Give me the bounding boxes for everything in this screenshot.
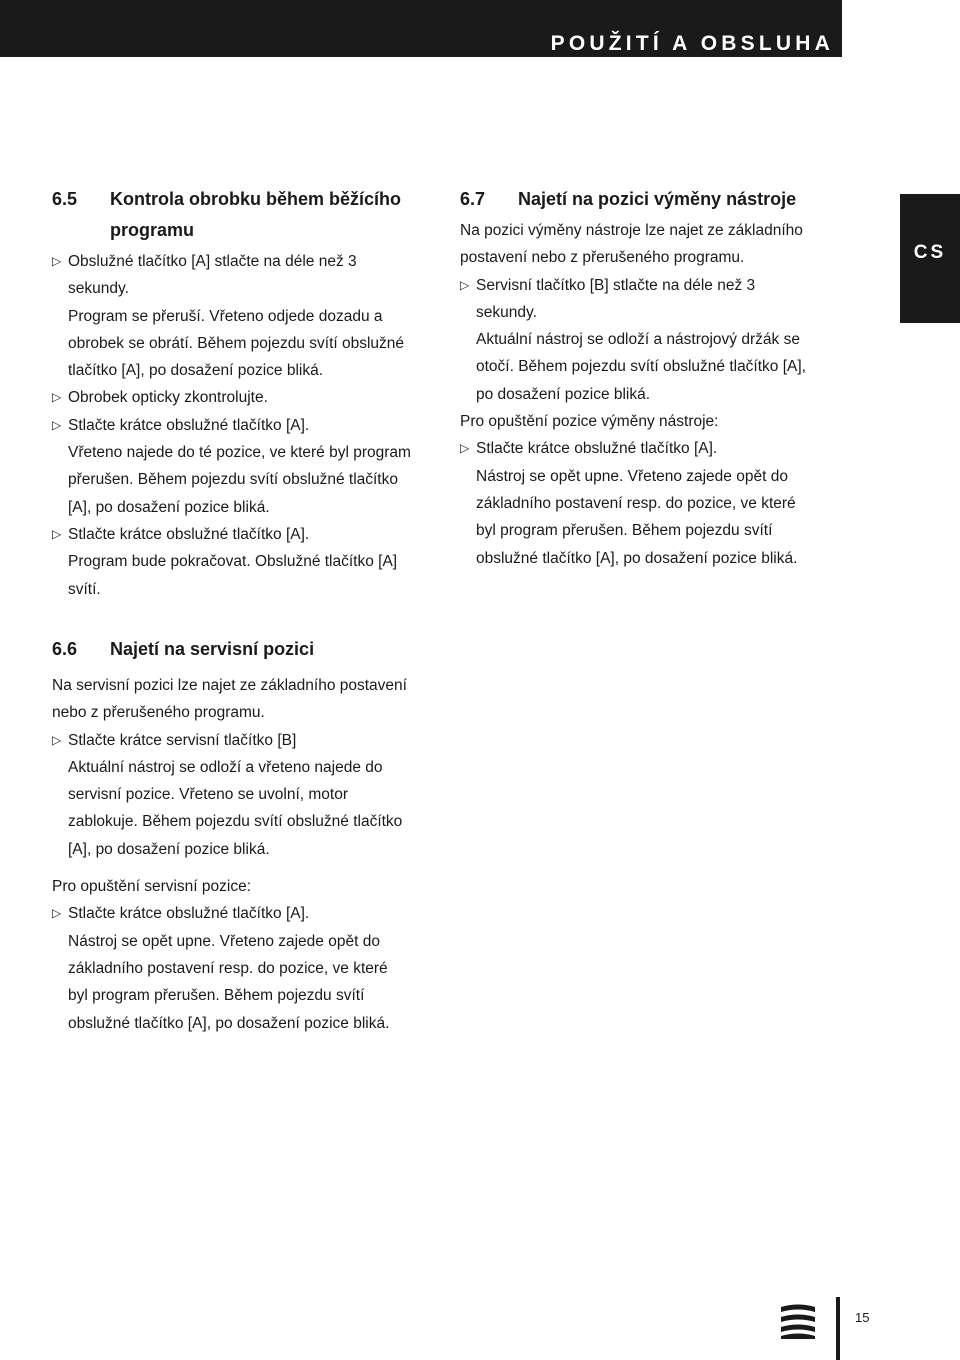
text-line: servisní pozice. Vřeteno se uvolní, motor [68,786,348,804]
header-title: POUŽITÍ A OBSLUHA [550,32,834,55]
text-line: postavení nebo z přerušeného programu. [460,249,745,267]
language-tab [900,194,960,323]
text-line: základního postavení resp. do pozice, ve které [476,494,796,512]
text-line: obrobek se obrátí. Během pojezdu svítí obslužné [68,334,405,352]
triangle-bullet-icon: ▷ [52,390,62,405]
triangle-bullet-icon: ▷ [460,441,470,456]
triangle-bullet-icon: ▷ [52,732,62,747]
section-heading [52,634,452,665]
triangle-bullet-icon: ▷ [52,254,62,268]
section-title: Najetí na servisní pozici [110,639,315,659]
header-bar [0,0,842,57]
triangle-bullet-icon: ▷ [52,417,62,432]
step-item: ▷ Stlačte krátce servisní tlačítko [B] [52,727,452,754]
footer-divider [836,1297,840,1360]
section-6-6 [52,634,452,1037]
text-line: Na servisní pozici lze najet ze základního postavení [52,677,407,694]
text-line: Program bude pokračovat. Obslužné tlačítko [A] [68,553,398,571]
section-heading [52,184,442,246]
text-line: svítí. [68,580,101,598]
text-line: sekundy. [68,280,129,298]
step-item: ▷ Stlačte krátce obslužné tlačítko [A]. [52,521,442,548]
text-line: Program se přeruší. Vřeteno odjede dozadu a [68,307,383,325]
step-item: ▷ Stlačte krátce obslužné tlačítko [A]. [52,900,452,927]
text-line: přerušen. Během pojezdu svítí obslužné tlačítko [68,471,398,489]
text-line: [A], po dosažení pozice bliká. [68,498,270,516]
triangle-bullet-icon: ▷ [460,277,470,292]
step-item: ▷ Obslužné tlačítko [A] stlačte na déle než 3 [52,248,442,275]
section-6-7 [460,184,880,572]
triangle-bullet-icon: ▷ [52,526,62,541]
text-line: byl program přerušen. Během pojezdu svítí [68,987,365,1005]
text-line: Na pozici výměny nástroje lze najet ze základního [460,222,803,239]
text-line: sekundy. [476,303,537,321]
step-item: ▷ Stlačte krátce obslužné tlačítko [A]. [52,412,442,439]
text-line: zablokuje. Během pojezdu svítí obslužné tlačítko [68,813,403,831]
section-number: 6.7 [460,189,486,209]
language-tab-label: CS [913,242,947,263]
text-line: Pro opuštění pozice výměny nástroje: [460,413,719,431]
text-line: byl program přerušen. Během pojezdu svítí [476,522,773,540]
text-line: [A], po dosažení pozice bliká. [68,840,270,858]
text-line: nebo z přerušeného programu. [52,704,265,722]
text-line: Nástroj se opět upne. Vřeteno zajede opět do [68,932,380,950]
text-line: otočí. Během pojezdu svítí obslužné tlačítko [A], [476,358,806,376]
brand-logo-icon [780,1303,816,1339]
text-line: Vřeteno najede do té pozice, ve které byl program [68,444,411,462]
step-item: ▷ Servisní tlačítko [B] stlačte na déle než 3 [460,272,880,299]
text-line: Aktuální nástroj se odloží a vřeteno najede do [68,758,383,776]
text-line: tlačítko [A], po dosažení pozice bliká. [68,362,324,380]
section-number: 6.6 [52,639,78,659]
section-6-5 [52,184,442,603]
text-line: po dosažení pozice bliká. [476,385,651,403]
text-line: obslužné tlačítko [A], po dosažení pozice bliká. [68,1014,390,1032]
text-line: základního postavení resp. do pozice, ve které [68,959,388,977]
section-title: Najetí na pozici výměny nástroje [518,189,797,209]
text-line: Nástroj se opět upne. Vřeteno zajede opět do [476,467,788,485]
step-item: ▷ Stlačte krátce obslužné tlačítko [A]. [460,435,880,462]
text-line: Aktuální nástroj se odloží a nástrojový držák se [476,331,800,349]
step-item: ▷ Obrobek opticky zkontrolujte. [52,384,442,411]
text-line: obslužné tlačítko [A], po dosažení pozice bliká. [476,549,798,567]
section-title: Kontrola obrobku během běžícího programu [110,189,402,240]
text-line: Pro opuštění servisní pozice: [52,878,252,896]
section-heading [460,184,880,215]
section-number: 6.5 [52,189,78,209]
triangle-bullet-icon: ▷ [52,906,62,921]
page-number: 15 [855,1310,870,1325]
